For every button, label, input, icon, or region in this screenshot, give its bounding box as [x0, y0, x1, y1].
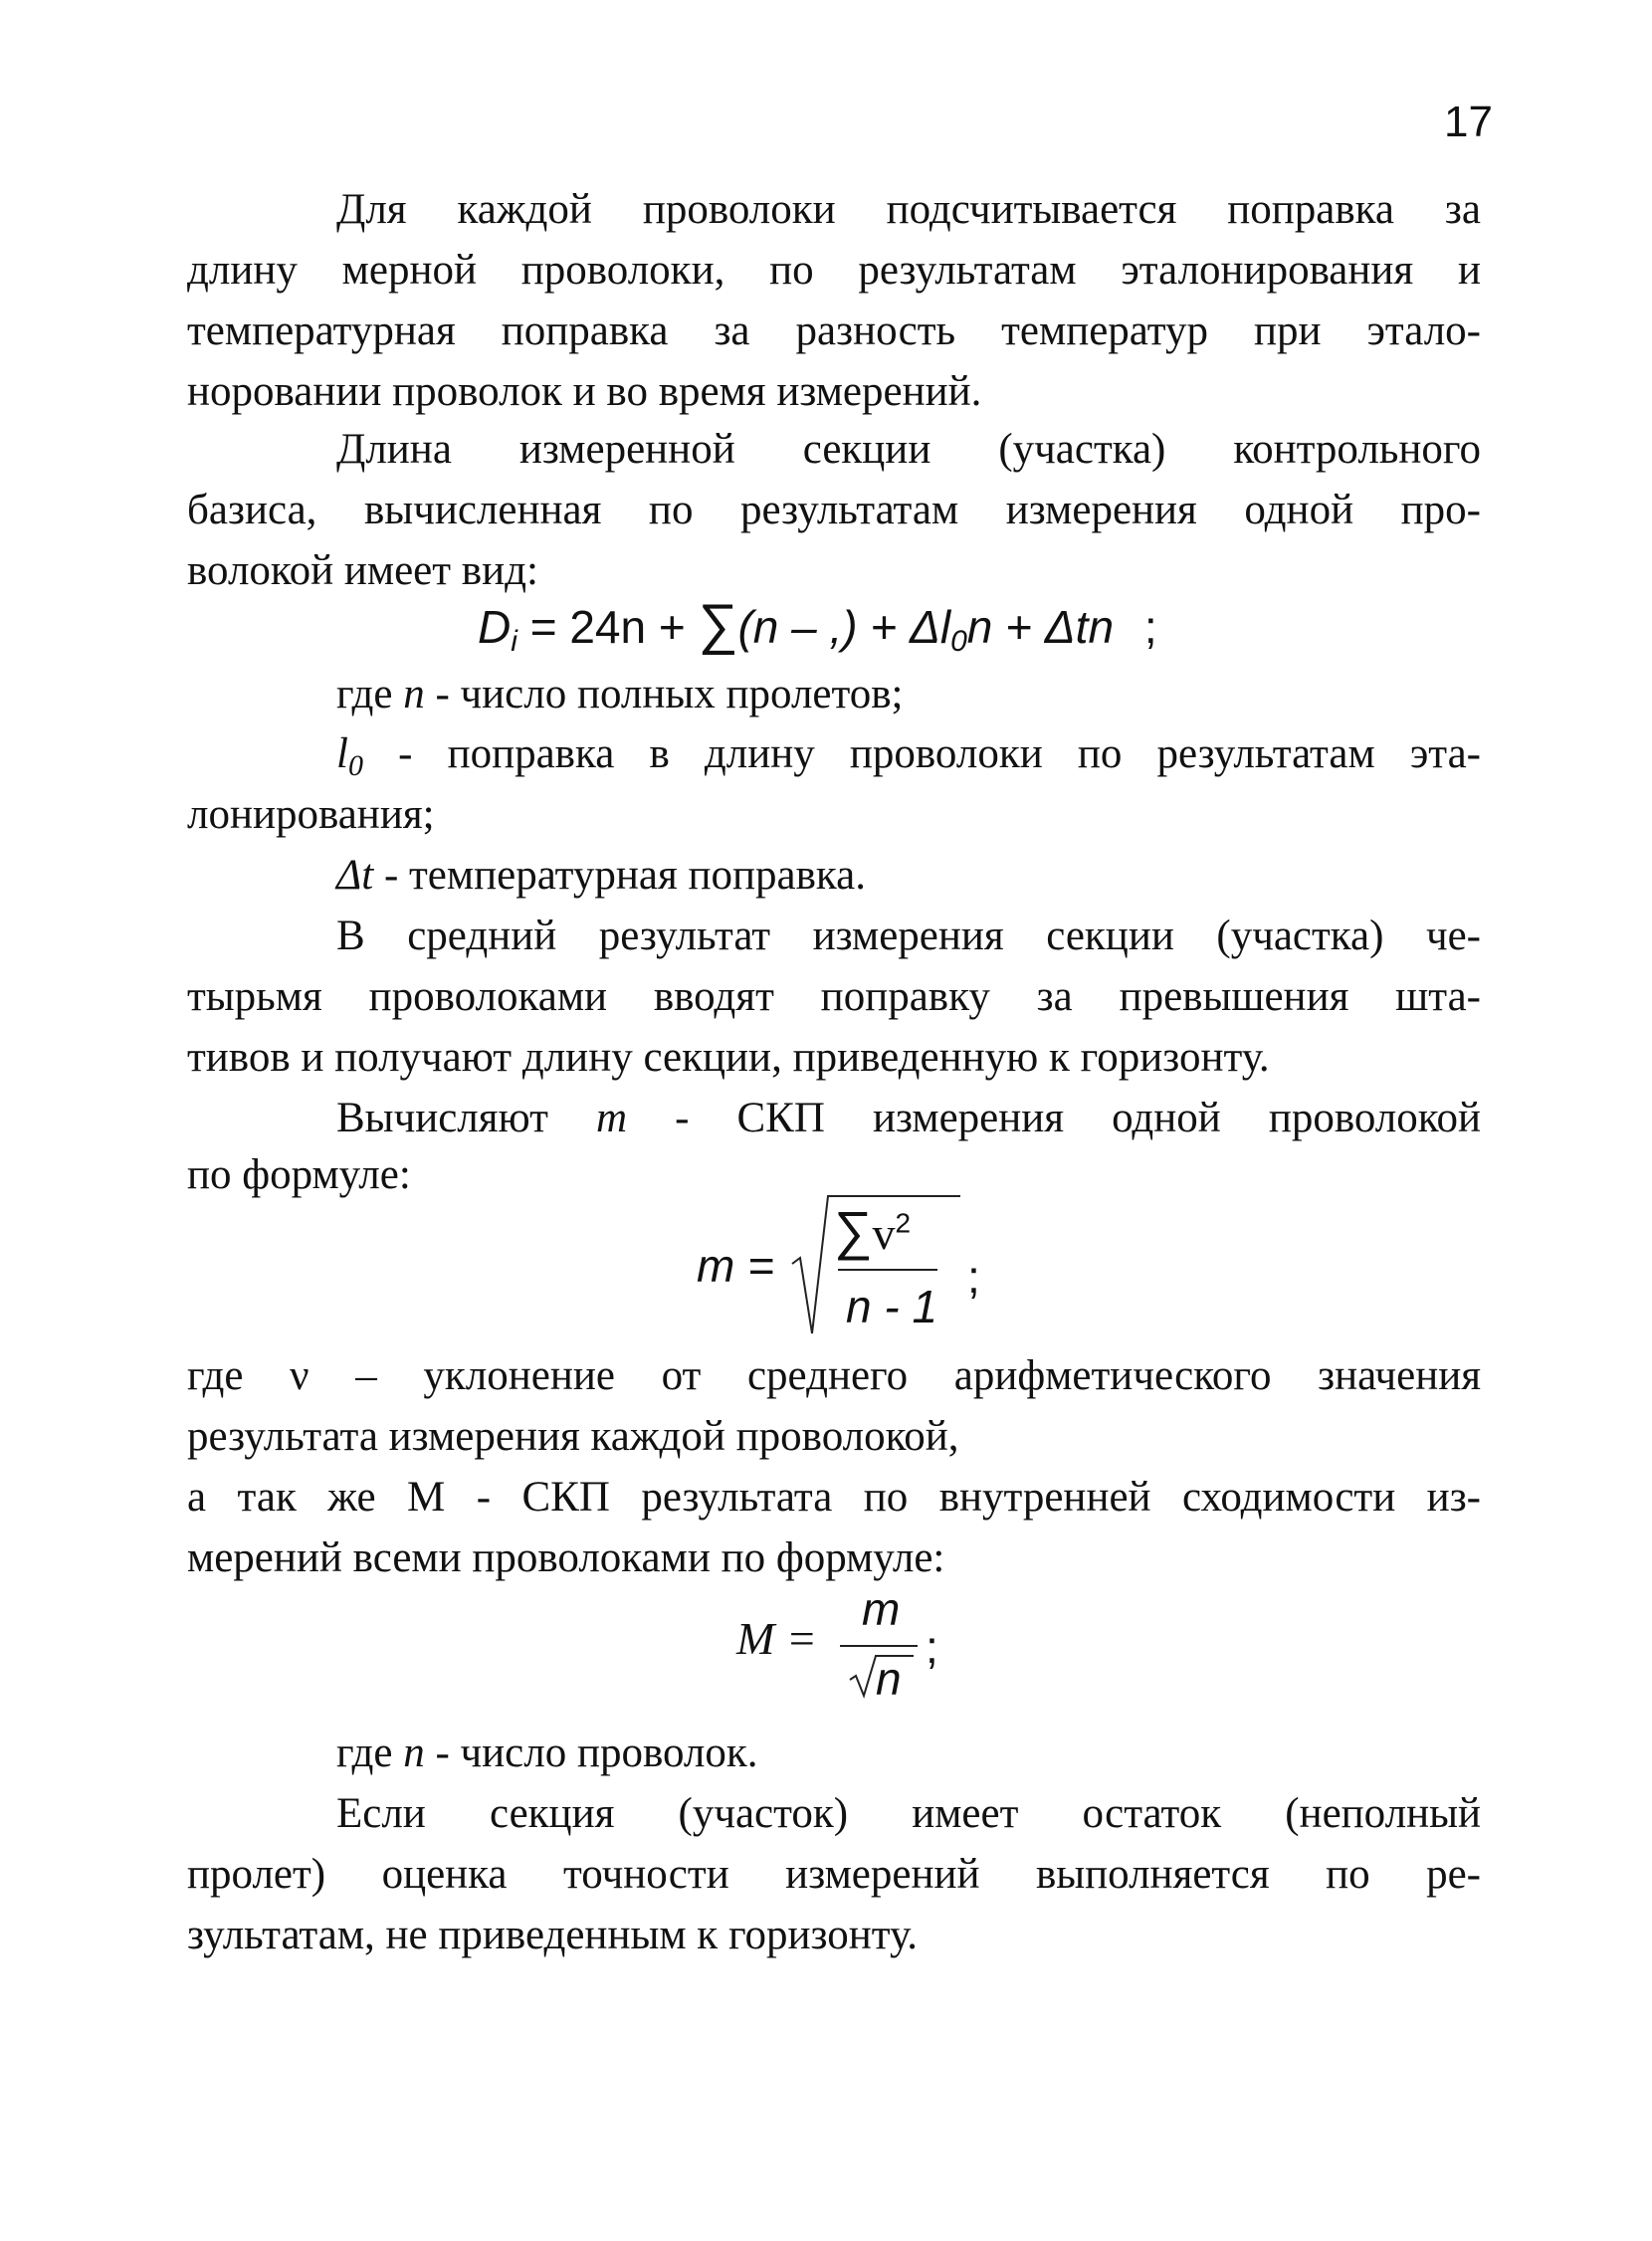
formula-2-sum: ∑ [834, 1201, 873, 1261]
where-l0-var: l [336, 730, 348, 777]
paragraph-3-line-3: тивов и получают длину секции, приведенную к горизонту. [187, 1034, 1270, 1081]
formula-1-tail: n + Δtn [966, 601, 1115, 653]
paragraph-4-text-a: Вычисляют [336, 1095, 596, 1141]
paragraph-7-line-1: Если секция (участок) имеет остаток (неполный [336, 1790, 1481, 1837]
where-l0-sub: 0 [347, 749, 363, 782]
formula-length [478, 591, 1157, 659]
paragraph-1-line-2: длину мерной проволоки, по результатам эталонирования и [187, 247, 1481, 294]
where-n-var: n [403, 671, 425, 717]
paragraph-4-line-2: по формуле: [187, 1151, 411, 1198]
where-n-text: - число полных пролетов; [424, 671, 904, 717]
where-n-prefix: где [336, 671, 393, 717]
where-n2-prefix: где [336, 1730, 393, 1776]
paragraph-1-line-3: температурная поправка за разность температур при этало- [187, 307, 1481, 354]
paragraph-6-line-2: мерений всеми проволоками по формуле: [187, 1534, 945, 1581]
paragraph-3-line-2: тырьмя проволоками вводят поправку за превышения шта- [187, 973, 1481, 1020]
formula-1-lhs: D [478, 601, 512, 653]
formula-1-end: ; [1143, 601, 1157, 653]
paragraph-4-line-1 [336, 1088, 1481, 1148]
paragraph-7-line-2: пролет) оценка точности измерений выполняется по ре- [187, 1851, 1481, 1898]
page-number: 17 [1444, 98, 1493, 146]
where-n2-var: n [403, 1730, 425, 1776]
where-l0-line-2: лонирования; [187, 791, 435, 838]
formula-3-end: ; [926, 1621, 938, 1673]
paragraph-5-line-1: где ν – уклонение от среднего арифметического значения [187, 1352, 1481, 1399]
formula-1-sum: ∑ [698, 592, 738, 655]
paragraph-4-text-b: - СКП измерения одной проволокой [627, 1095, 1481, 1141]
paragraph-7-line-3: зультатам, не приведенным к горизонту. [187, 1912, 918, 1958]
formula-1-lhs-sub: i [511, 625, 517, 658]
paragraph-2-line-2: базиса, вычисленная по результатам измерения одной про- [187, 487, 1481, 533]
paragraph-6-line-1: а так же М - СКП результата по внутренней сходимости из- [187, 1474, 1481, 1521]
formula-1-eq: = 24n + [529, 601, 699, 653]
where-n-line [336, 664, 1481, 724]
where-dt-text: - температурная поправка. [373, 852, 867, 899]
where-n2-text: - число проволок. [424, 1730, 758, 1776]
formula-2-exp: 2 [895, 1207, 912, 1239]
where-n2-line [336, 1723, 1481, 1783]
formula-1-paren: (n – ,) [737, 601, 858, 653]
paragraph-4-var: m [595, 1095, 628, 1141]
formula-3-denominator: n [876, 1653, 902, 1705]
where-dt-line [336, 845, 1481, 906]
paragraph-1-line-1: Для каждой проволоки подсчитывается поправка за [336, 186, 1481, 233]
formula-2-end: ; [967, 1251, 980, 1303]
paragraph-2-line-1: Длина измеренной секции (участка) контрольного [336, 426, 1481, 473]
formula-2-v: v [872, 1208, 896, 1259]
where-l0-text: - поправка в длину проволоки по результатам эта- [362, 730, 1481, 777]
formula-2-denominator: n - 1 [846, 1281, 938, 1332]
formula-3-lhs: M = [736, 1613, 817, 1664]
where-dt-var: Δt [336, 852, 374, 899]
formula-1-rest: + Δl [857, 601, 951, 653]
formula-3-numerator: m [862, 1583, 901, 1635]
formula-2-numerator [834, 1200, 911, 1262]
paragraph-5-line-2: результата измерения каждой проволокой, [187, 1413, 959, 1460]
formula-2-lhs: m = [697, 1240, 774, 1292]
paragraph-3-line-1: В средний результат измерения секции (участка) че- [336, 913, 1481, 959]
formula-1-l-sub: 0 [950, 625, 967, 658]
paragraph-2-line-3: волокой имеет вид: [187, 547, 538, 594]
paragraph-1-line-4: норовании проволок и во время измерений. [187, 368, 982, 415]
